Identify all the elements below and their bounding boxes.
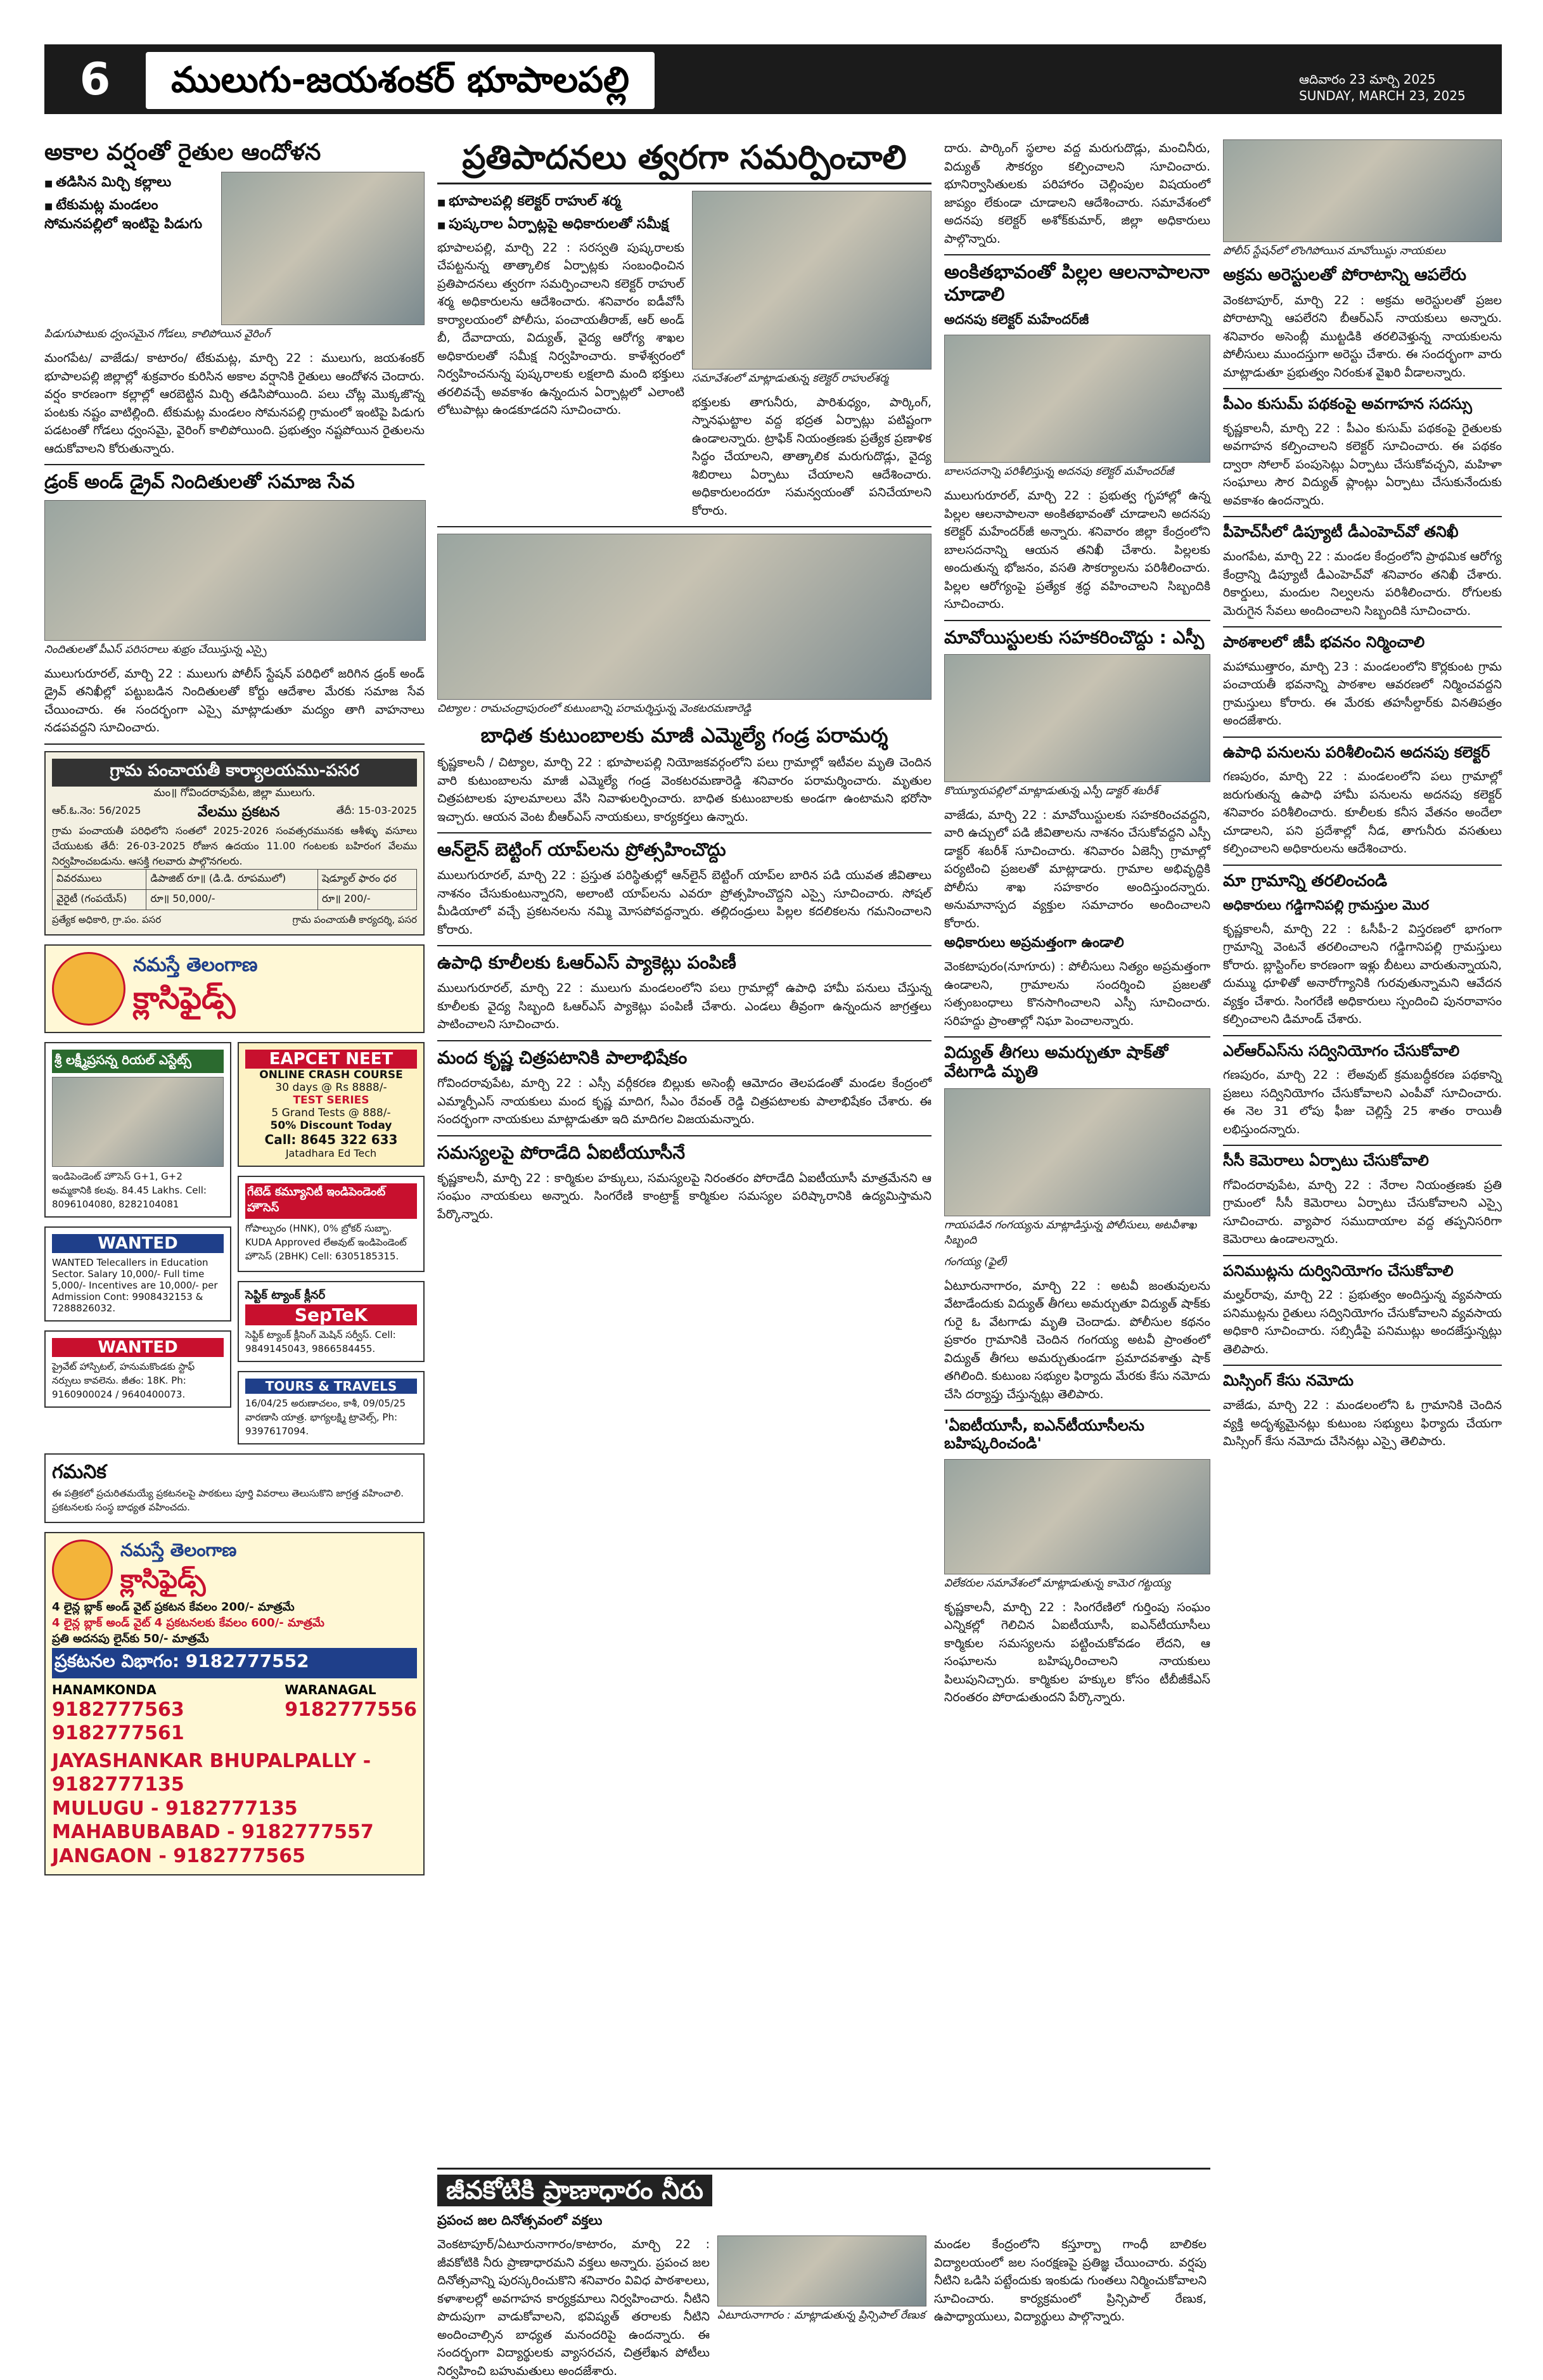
real-estate-ad: శ్రీ లక్ష్మీప్రసన్న రియల్ ఎస్టేట్స్ ఇండిపెండెంట్ హౌసెస్ G+1, G+2 అమ్మకానికి కలవు. 84.45 Lakhs. Cell: 8096104080, 8282104081 — [44, 1042, 231, 1218]
c5-title: 'ఏఐటీయూసీ, ఐఎన్‌టీయూసీలను బహిష్కరించండి' — [944, 1417, 1144, 1453]
logo-icon — [52, 1540, 113, 1600]
a1-caption: పిడుగుపాటుకు ధ్వంసమైన గోడలు, కాలిపోయిన వైరింగ్ — [44, 328, 271, 341]
c4-title: విద్యుత్ తీగలు అమర్చుతూ షాక్‌తో వేటగాడి మృతి — [944, 1043, 1168, 1082]
a2-title: డ్రంక్ అండ్ డ్రైవ్ నిందితులతో సమాజ సేవ — [44, 471, 355, 494]
a1-bullet: ■ టేకుమట్ల మండలం సోమనపల్లిలో ఇంటిపై పిడుగు — [44, 197, 215, 235]
a1-body: మంగపేట/ వాజేడు/ కాటారం/ టేకుమట్ల, మార్చి 22 : ములుగు, జయశంకర్ భూపాలపల్లి జిల్లాల్లో శుక్రవారం కురిసిన అకాల వర్షానికి రైతులు ఆందోళన చెందారు. వర్షం కారణంగా కల్లాల్లో ఆరబెట్టిన మిర్చి తడిసిపోయింది. పలు చోట్ల మొక్కజొన్న పంటకు నష్టం వాటిల్లింది. టేకుమట్ల మండలం సోమనపల్లి గ్రామంలో ఇంటిపై పిడుగు పడటంతో గోడలు ధ్వంసమై, వైరింగ్ కాలిపోయింది. ప్రభుత్వం నష్టపోయిన రైతులను ఆదుకోవాలని కోరుతున్నారు. — [44, 351, 425, 456]
bottom-title: జీవకోటికి ప్రాణాధారం నీరు — [437, 2175, 712, 2206]
a2-photo — [44, 500, 426, 641]
classifieds-rates-ad: నమస్తే తెలంగాణ క్లాసిఫైడ్స్ 4 లైన్ల బ్లాక్ అండ్ వైట్ ప్రకటన కేవలం 200/- మాత్రమే 4 లైన్ల బ్లాక్ అండ్ వైట్ 4 ప్రకటనలకు కేవలం 600/- మాత్రమే ప్రతి అదనపు లైన్‌కు 50/- మాత్రమే ప్రకటనల విభాగం: 9182777552 HANAMKONDA 9182777563 9182777561 WARANAGAL 9182777556 JAYASHANKAR BHUPALPALLY - 9182777135 MULUGU - 9182777135 MAHABUBABAD - 9182777557 JANGAON - 9182777565 — [44, 1532, 425, 1876]
notice-sub: మం॥ గోవిందరావుపేట, జిల్లా ములుగు. — [153, 786, 316, 799]
a1-photo — [221, 172, 425, 325]
left-column — [44, 139, 425, 2320]
r1-photo — [1223, 139, 1502, 242]
c4-photo — [944, 1088, 1210, 1216]
right-column: పోలీస్ స్టేషన్‌లో లొంగిపోయిన మావోయిస్టు నాయకులు అక్రమ అరెస్టులతో పోరాటాన్ని ఆపలేరు వెంకటాపూర్, మార్చి 22 : అక్రమ అరెస్టులతో ప్రజల పోరాటాన్ని ఆపలేరని బీఆర్ఎస్ నాయకులు అన్నారు. శనివారం అసెంబ్లీ ముట్టడికి తరలివెళ్తున్న నాయకులను పోలీసులు ముందస్తుగా అరెస్టు చేశారు. ఈ సందర్భంగా వారు మాట్లాడుతూ ప్రభుత్వం నిరంకుశ వైఖరి వీడాలన్నారు. పీఎం కుసుమ్ పథకంపై అవగాహన సదస్సు కృష్ణకాలనీ, మార్చి 22 : పీఎం కుసుమ్ పథకంపై రైతులకు అవగాహన కల్పించాలని కలెక్టర్ సూచించారు. ఈ పథకం ద్వారా సోలార్ పంపుసెట్లు ఏర్పాటు చేసుకోవచ్చని, మహిళా సంఘాలు సౌర విద్యుత్ ప్లాంట్లు ఏర్పాటు చేసుకునేందుకు అవకాశం ఉందన్నారు. పీహెచ్‌సీలో డిప్యూటీ డీఎంహెచ్‌వో తనిఖీ మంగపేట, మార్చి 22 : మండల కేంద్రంలోని ప్రాథమిక ఆరోగ్య కేంద్రాన్ని డిప్యూటీ డీఎంహెచ్‌వో శనివారం తనిఖీ చేశారు. రికార్డులు, మందుల నిల్వలను పరిశీలించారు. రోగులకు మెరుగైన సేవలు అందించాలని సిబ్బందికి సూచించారు. పాఠశాలలో జీపీ భవనం నిర్మించాలి మహాముత్తారం, మార్చి 23 : మండలంలోని కొర్లకుంట గ్రామ పంచాయతీ భవనాన్ని పాఠశాల ఆవరణలో నిర్మించవద్దని గ్రామస్తులు కోరారు. ఈ మేరకు తహసీల్దార్‌కు వినతిపత్రం అందజేశారు. ఉపాధి పనులను పరిశీలించిన అదనపు కలెక్టర్ గణపురం, మార్చి 22 : మండలంలోని పలు గ్రామాల్లో జరుగుతున్న ఉపాధి హామీ పనులను అదనపు కలెక్టర్ శనివారం పరిశీలించారు. కూలీలకు కనీస వేతనం అందేలా చూడాలని, పని ప్రదేశాల్లో నీడ, తాగునీరు వసతులు కల్పించాలని అధికారులను ఆదేశించారు. మా గ్రామాన్ని తరలించండి అధికారులు గడ్డిగానిపల్లి గ్రామస్తుల మొర కృష్ణకాలనీ, మార్చి 22 : ఓసీపీ-2 విస్తరణలో భాగంగా గ్రామాన్ని వెంటనే తరలించాలని గడ్డిగానిపల్లి గ్రామస్తులు కోరారు. బ్లాస్టింగ్‌ల కారణంగా ఇళ్లు బీటలు వారుతున్నాయని, దుమ్ము ధూళితో అనారోగ్యానికి గురవుతున్నామని ఆవేదన వ్యక్తం చేశారు. సింగరేణి అధికారులు స్పందించి పునరావాసం కల్పించాలని డిమాండ్ చేశారు. ఎల్ఆర్ఎస్‌ను సద్వినియోగం చేసుకోవాలి గణపురం, మార్చి 22 : లేఅవుట్ క్రమబద్ధీకరణ పథకాన్ని ప్రజలు సద్వినియోగం చేసుకోవాలని ఎంపీవో సూచించారు. ఈ నెల 31 లోపు ఫీజు చెల్లిస్తే 25 శాతం రాయితీ లభిస్తుందన్నారు. సీసీ కెమెరాలు ఏర్పాటు చేసుకోవాలి గోవిందరావుపేట, మార్చి 22 : నేరాల నియంత్రణకు ప్రతి గ్రామంలో సీసీ కెమెరాలు ఏర్పాటు చేసుకోవాలని ఎస్సై సూచించారు. వ్యాపార సముదాయాల వద్ద తప్పనిసరిగా కెమెరాలు ఉండాలన్నారు. పనిముట్లను దుర్వినియోగం చేసుకోవాలి మల్హర్‌రావు, మార్చి 22 : ప్రభుత్వం అందిస్తున్న వ్యవసాయ పనిముట్లను రైతులు సద్వినియోగం చేసుకోవాలని వ్యవసాయ అధికారి సూచించారు. సబ్సిడీపై పనిముట్లు అందజేస్తున్నట్లు తెలిపారు. మిస్సింగ్ కేసు నమోదు వాజేడు, మార్చి 22 : మండలంలోని ఓ గ్రామానికి చెందిన వ్యక్తి అదృశ్యమైనట్లు కుటుంబ సభ్యులు ఫిర్యాదు చేయగా మిస్సింగ్ కేసు నమోదు చేసినట్లు ఎస్సై తెలిపారు. — [1223, 139, 1502, 2320]
date-te: ఆదివారం 23 మార్చి 2025 — [1299, 72, 1436, 87]
date-en: SUNDAY, MARCH 23, 2025 — [1299, 88, 1466, 103]
classifieds-title: క్లాసిఫైడ్స్ — [133, 980, 236, 1016]
b3-title: ఉపాధి కూలీలకు ఓఆర్ఎస్ ప్యాకెట్లు పంపిణీ — [437, 952, 736, 974]
a1-bullet: ■ తడిసిన మిర్చి కల్లాలు — [44, 174, 215, 193]
b5-title: సమస్యలపై పోరాడేది ఏఐటీయూసీనే — [437, 1142, 685, 1163]
page-title: ములుగు-జయశంకర్ భూపాలపల్లి — [146, 52, 655, 109]
page-number: 6 — [79, 53, 111, 105]
a1-title: అకాల వర్షంతో రైతుల ఆందోళన — [44, 139, 321, 165]
lead-body: భూపాలపల్లి, మార్చి 22 : సరస్వతి పుష్కరాలకు చేపట్టనున్న తాత్కాలిక ఏర్పాట్లకు సంబంధించిన ప్రతిపాదనలు త్వరగా సమర్పించాలని కలెక్టర్ రాహుల్ శర్మ అధికారులను ఆదేశించారు. శనివారం ఐడీవోసీ కార్యాలయంలో పోలీసు, పంచాయతీరాజ్, ఆర్ అండ్ బీ, దేవాదాయ, విద్యుత్, వైద్య ఆరోగ్య శాఖల అధికారులతో సమీక్ష నిర్వహించారు. కాళేశ్వరంలో నిర్వహించనున్న పుష్కరాలకు లక్షలాది మంది భక్తులు తరలివచ్చే అవకాశం ఉన్నందున ఏర్పాట్లలో ఎలాంటి లోటుపాట్లు ఉండకూడదని సూచించారు. — [437, 240, 684, 418]
notice-body: గ్రామ పంచాయతీ పరిధిలోని సంతలో 2025-2026 సంవత్సరమునకు ఆశీళ్ళు వసూలు చేయుటకు తేదీ: 26-03-2025 రోజున ఉదయం 11.00 గంటలకు బహిరంగ వేలము నిర్వహించబడును. ఆసక్తి గలవారు పాల్గొనగలరు. — [52, 824, 417, 867]
b4-title: మంద కృష్ణ చిత్రపటానికి పాలాభిషేకం — [437, 1046, 688, 1068]
c2-photo — [944, 335, 1210, 463]
a2-body: ములుగురూరల్, మార్చి 22 : ములుగు పోలీస్ స్టేషన్ పరిధిలో జరిగిన డ్రంక్ అండ్ డ్రైవ్ తనిఖీల్లో పట్టుబడిన నిందితులతో కోర్టు ఆదేశాల మేరకు సమాజ సేవ చేయించారు. ఈ సందర్భంగా ఎస్సై మాట్లాడుతూ మద్యం తాగి వాహనాలు నడపవద్దని సూచించారు. — [44, 666, 425, 735]
septank-ad: సెప్టిక్ ట్యాంక్ క్లీనర్ SepTeK సెప్టిక్ ట్యాంక్ క్లీనింగ్ మెషిన్ సర్వీస్. Cell: 9849145043, 9866584455. — [238, 1281, 425, 1362]
bottom-story: జీవకోటికి ప్రాణాధారం నీరు ప్రపంచ జల దినోత్సవంలో వక్తలు వెంకటాపూర్/ఏటూరునాగారం/కాటారం, మార్చి 22 : జీవకోటికి నీరు ప్రాణాధారమని వక్తలు అన్నారు. ప్రపంచ జల దినోత్సవాన్ని పురస్కరించుకొని శనివారం వివిధ పాఠశాలలు, కళాశాలల్లో అవగాహన కార్యక్రమాలు నిర్వహించారు. నీటిని పొదుపుగా వాడుకోవాలని, భవిష్యత్ తరాలకు నీటిని అందించాల్సిన బాధ్యత మనందరిపై ఉందన్నారు. ఈ సందర్భంగా విద్యార్థులకు వ్యాసరచన, చిత్రలేఖన పోటీలు నిర్వహించి బహుమతులు అందజేశారు. ఏటూరునాగారం : మాట్లాడుతున్న ప్రిన్సిపాల్ రేణుక మండల కేంద్రంలోని కస్తూర్బా గాంధీ బాలికల విద్యాలయంలో జల సంరక్షణపై ప్రతిజ్ఞ చేయించారు. వర్షపు నీటిని ఒడిసి పట్టేందుకు ఇంకుడు గుంతలు నిర్మించుకోవాలని సూచించారు. కార్యక్రమంలో ప్రిన్సిపాల్ రేణుక, ఉపాధ్యాయులు, విద్యార్థులు పాల్గొన్నారు. — [437, 2168, 1210, 2327]
center-column: ప్రతిపాదనలు త్వరగా సమర్పించాలి ■ భూపాలపల్లి కలెక్టర్ రాహుల్ శర్మ ■ పుష్కరాల ఏర్పాట్లపై అధికారులతో సమీక్ష భూపాలపల్లి, మార్చి 22 : సరస్వతి పుష్కరాలకు చేపట్టనున్న తాత్కాలిక ఏర్పాట్లకు సంబంధించిన ప్రతిపాదనలు త్వరగా సమర్పించాలని కలెక్టర్ రాహుల్ శర్మ అధికారులను ఆదేశించారు. శనివారం ఐడీవోసీ కార్యాలయంలో పోలీసు, పంచాయతీరాజ్, ఆర్ అండ్ బీ, దేవాదాయ, విద్యుత్, వైద్య ఆరోగ్య శాఖల అధికారులతో సమీక్ష నిర్వహించారు. కాళేశ్వరంలో నిర్వహించనున్న పుష్కరాలకు లక్షలాది మంది భక్తులు తరలివచ్చే అవకాశం ఉన్నందున ఏర్పాట్లలో ఎలాంటి లోటుపాట్లు ఉండకూడదని సూచించారు. సమావేశంలో మాట్లాడుతున్న కలెక్టర్ రాహుల్‌శర్మ భక్తులకు తాగునీరు, పారిశుధ్యం, పార్కింగ్, స్నానఘట్టాల వద్ద భద్రత ఏర్పాట్లు పటిష్టంగా ఉండాలన్నారు. ట్రాఫిక్ నియంత్రణకు ప్రత్యేక ప్రణాళిక సిద్ధం చేయాలని, తాత్కాలిక మరుగుదొడ్లు, వైద్య శిబిరాలు ఏర్పాటు చేయాలని ఆదేశించారు. అధికారులందరూ సమన్వయంతో పనిచేయాలని కోరారు. చిట్యాల : రామచంద్రాపురంలో కుటుంబాన్ని పరామర్శిస్తున్న వెంకటరమణారెడ్డి బాధిత కుటుంబాలకు మాజీ ఎమ్మెల్యే గండ్ర పరామర్శ కృష్ణకాలనీ / చిట్యాల, మార్చి 22 : భూపాలపల్లి నియోజకవర్గంలోని పలు గ్రామాల్లో ఇటీవల మృతి చెందిన వారి కుటుంబాలను మాజీ ఎమ్మెల్యే గండ్ర వెంకటరమణారెడ్డి శనివారం పరామర్శించారు. మృతుల చిత్రపటాలకు పూలమాలలు వేసి నివాళులర్పించారు. బాధిత కుటుంబాలకు అండగా ఉంటామని భరోసా ఇచ్చారు. ఆయన వెంట బీఆర్ఎస్ నాయకులు, కార్యకర్తలు ఉన్నారు. ఆన్‌లైన్ బెట్టింగ్ యాప్‌లను ప్రోత్సహించొద్దు ములుగురూరల్, మార్చి 22 : ప్రస్తుత పరిస్థితుల్లో ఆన్‌లైన్ బెట్టింగ్ యాప్‌ల బారిన పడి యువత జీవితాలు నాశనం చేసుకుంటున్నారని, అలాంటి యాప్‌లను ఎవరూ ప్రోత్సహించొద్దని ఎస్సై సూచించారు. సోషల్ మీడియాలో వచ్చే ప్రకటనలను నమ్మి మోసపోవద్దన్నారు. తల్లిదండ్రులు పిల్లల కదలికలను గమనించాలని కోరారు. ఉపాధి కూలీలకు ఓఆర్ఎస్ ప్యాకెట్లు పంపిణీ ములుగురూరల్, మార్చి 22 : ములుగు మండలంలోని పలు గ్రామాల్లో ఉపాధి హామీ పనులు చేస్తున్న కూలీలకు వైద్య సిబ్బంది ఓఆర్ఎస్ ప్యాకెట్లు పంపిణీ చేశారు. ఎండలు తీవ్రంగా ఉన్నందున జాగ్రత్తలు పాటించాలని సూచించారు. మంద కృష్ణ చిత్రపటానికి పాలాభిషేకం గోవిందరావుపేట, మార్చి 22 : ఎస్సీ వర్గీకరణ బిల్లుకు అసెంబ్లీ ఆమోదం తెలపడంతో మండల కేంద్రంలో ఎమ్మార్పీఎస్ నాయకులు మంద కృష్ణ మాదిగ, సీఎం రేవంత్ రెడ్డి చిత్రపటాలకు పాలాభిషేకం చేశారు. ఈ సందర్భంగా నాయకులు మాట్లాడుతూ ఇది మాదిగల విజయమన్నారు. సమస్యలపై పోరాడేది ఏఐటీయూసీనే కృష్ణకాలనీ, మార్చి 22 : కార్మికుల హక్కులు, సమస్యలపై నిరంతరం పోరాడేది ఏఐటీయూసీ మాత్రమేనని ఆ సంఘం నాయకులు అన్నారు. సింగరేణి కాంట్రాక్ట్ కార్మికుల సమస్యల పరిష్కారానికి ఉద్యమిస్తామని పేర్కొన్నారు. — [437, 139, 932, 2155]
eapcet-ad: EAPCET NEET ONLINE CRASH COURSE 30 days @ Rs 8888/- TEST SERIES 5 Grand Tests @ 888/- 50% Discount Today Call: 8645 322 633 Jatadhara Ed Tech — [238, 1042, 425, 1167]
lead-photo — [692, 191, 932, 370]
c2-title: అంకితభావంతో పిల్లల ఆలనాపాలనా చూడాలి — [944, 261, 1210, 306]
lead-caption: సమావేశంలో మాట్లాడుతున్న కలెక్టర్ రాహుల్‌శర్మ — [692, 371, 889, 385]
classifieds-brand: నమస్తే తెలంగాణ — [133, 953, 258, 976]
c5-photo — [944, 1459, 1210, 1574]
c3-title: మావోయిస్టులకు సహకరించొద్దు : ఎస్పీ — [944, 626, 1205, 648]
logo-icon — [52, 952, 125, 1026]
center-right-column: దారు. పార్కింగ్ స్థలాల వద్ద మరుగుదొడ్లు, మంచినీరు, విద్యుత్ సౌకర్యం కల్పించాలని సూచించారు. భూనిర్వాసితులకు పరిహారం చెల్లింపుల విషయంలో జాప్యం లేకుండా చూడాలని ఆదేశించారు. సమావేశంలో అదనపు కలెక్టర్ అశోక్‌కుమార్, జిల్లా అధికారులు పాల్గొన్నారు. అంకితభావంతో పిల్లల ఆలనాపాలనా చూడాలి అదనపు కలెక్టర్ మహేందర్‌జీ బాలసదనాన్ని పరిశీలిస్తున్న అదనపు కలెక్టర్ మహేందర్‌జీ ములుగురూరల్, మార్చి 22 : ప్రభుత్వ గృహాల్లో ఉన్న పిల్లల ఆలనాపాలనా అంకితభావంతో చూడాలని అదనపు కలెక్టర్ మహేందర్‌జీ అన్నారు. శనివారం జిల్లా కేంద్రంలోని బాలసదనాన్ని ఆయన తనిఖీ చేశారు. పిల్లలకు అందుతున్న భోజనం, వసతి సౌకర్యాలను పరిశీలించారు. పిల్లల ఆరోగ్యంపై ప్రత్యేక శ్రద్ధ వహించాలని సిబ్బందికి సూచించారు. మావోయిస్టులకు సహకరించొద్దు : ఎస్పీ కొయ్యూరుపల్లిలో మాట్లాడుతున్న ఎస్పీ డాక్టర్ శబరీశ్ వాజేడు, మార్చి 22 : మావోయిస్టులకు సహకరించవద్దని, వారి ఉచ్చులో పడి జీవితాలను నాశనం చేసుకోవద్దని ఎస్పీ డాక్టర్ శబరీశ్ సూచించారు. శనివారం ఏజెన్సీ గ్రామాల్లో పర్యటించి ప్రజలతో మాట్లాడారు. గ్రామాల అభివృద్ధికి పోలీసు శాఖ సహకారం అందిస్తుందన్నారు. అనుమానాస్పద వ్యక్తుల సమాచారం అందించాలని కోరారు. అధికారులు అప్రమత్తంగా ఉండాలి వెంకటాపురం(నూగూరు) : పోలీసులు నిత్యం అప్రమత్తంగా ఉండాలని, గ్రామాలను సందర్శించి ప్రజలతో సత్సంబంధాలు కొనసాగించాలని ఎస్పీ సూచించారు. సరిహద్దు ప్రాంతాల్లో నిఘా పెంచాలన్నారు. విద్యుత్ తీగలు అమర్చుతూ షాక్‌తో వేటగాడి మృతి గాయపడిన గంగయ్యను మాట్లాడిస్తున్న పోలీసులు, అటవీశాఖ సిబ్బంది గంగయ్య (ఫైల్) ఏటూరునాగారం, మార్చి 22 : అటవీ జంతువులను వేటాడేందుకు విద్యుత్ తీగలు అమర్చుతూ విద్యుత్ షాక్‌కు గురై ఓ వేటగాడు మృతి చెందాడు. పోలీసుల కథనం ప్రకారం గ్రామానికి చెందిన గంగయ్య అటవీ ప్రాంతంలో విద్యుత్ తీగలు అమర్చుతుండగా ప్రమాదవశాత్తు షాక్ తగిలింది. కుటుంబ సభ్యుల ఫిర్యాదు మేరకు కేసు నమోదు చేసి దర్యాప్తు చేస్తున్నట్లు తెలిపారు. 'ఏఐటీయూసీ, ఐఎన్‌టీయూసీలను బహిష్కరించండి' విలేకరుల సమావేశంలో మాట్లాడుతున్న కామెర గట్టయ్య కృష్ణకాలనీ, మార్చి 22 : సింగరేణిలో గుర్తింపు సంఘం ఎన్నికల్లో గెలిచిన ఏఐటీయూసీ, ఐఎన్‌టీయూసీలు కార్మికుల సమస్యలను పట్టించుకోవడం లేదని, ఆ సంఘాలను బహిష్కరించాలని నాయకులు పిలుపునిచ్చారు. కార్మికుల హక్కుల కోసం టీబీజీకేఎస్ నిరంతరం పోరాడుతుందని పేర్కొన్నారు. — [944, 141, 1210, 1705]
notice-sign: ప్రత్యేక అధికారి, గ్రా.పం. పసర — [52, 913, 162, 925]
notice-head: వేలము ప్రకటన — [197, 804, 280, 820]
notice-sign: గ్రామ పంచాయతీ కార్యదర్శి, పసర — [292, 913, 417, 925]
house-photo — [52, 1077, 224, 1167]
notice-date: తేదీ: 15-03-2025 — [336, 804, 417, 816]
page-date — [1299, 71, 1466, 104]
b1-title: బాధిత కుటుంబాలకు మాజీ ఎమ్మెల్యే గండ్ర పరామర్శ — [480, 723, 888, 748]
notice-table: వివరములు డిపాజిట్ రూ॥ (డి.డి. రూపములో) షెడ్యూల్ ఫారం ధర వైరైటీ (గంపయేస్) రూ॥ 50,000/- రూ॥ 200/- — [52, 869, 417, 910]
wanted-ad-2: WANTED ప్రైవేట్ హాస్పిటల్, హనుమకొండకు స్టాఫ్ నర్సులు కావలెను. జీతం: 18K. Ph: 9160900024 / 9640400073. — [44, 1330, 231, 1408]
b2-title: ఆన్‌లైన్ బెట్టింగ్ యాప్‌లను ప్రోత్సహించొద్దు — [437, 839, 726, 861]
b1-photo — [437, 534, 932, 700]
c3-photo — [944, 654, 1210, 782]
notice-ad — [44, 751, 425, 936]
wanted-ad: WANTED WANTED Telecallers in Education Sector. Salary 10,000/- Full time 5,000/- Incentives are 10,000/- per Admission Cont: 9908432153 & 7288826032. — [44, 1226, 231, 1322]
bottom-photo — [717, 2235, 926, 2306]
a2-caption: నిందితులతో పీఎస్ పరిసరాలు శుభ్రం చేయిస్తున్న ఎస్సై — [44, 643, 267, 656]
house-ad: గేటెడ్ కమ్యూనిటీ ఇండిపెండెంట్ హౌసెస్ గోపాల్పురం (HNK), 0% బ్రోకర్ సుబ్బా. KUDA Approved లేఅవుట్ ఇండిపెండెంట్ హౌసెస్ (2BHK) Cell: 6305185315. — [238, 1176, 425, 1272]
notice-no: ఆర్.ఓ.నెం: 56/2025 — [52, 804, 141, 816]
tours-ad: TOURS & TRAVELS 16/04/25 అరుణాచలం, కాశీ, 09/05/25 వారణాసి యాత్ర. భాగ్యలక్ష్మి ట్రావెల్స్, Ph: 9397617094. — [238, 1371, 425, 1444]
classifieds-banner — [44, 944, 425, 1033]
notice-title: గ్రామ పంచాయతీ కార్యాలయము-పసర — [52, 759, 417, 787]
b1-caption: చిట్యాల : రామచంద్రాపురంలో కుటుంబాన్ని పరామర్శిస్తున్న వెంకటరమణారెడ్డి — [437, 702, 752, 716]
lead-title: ప్రతిపాదనలు త్వరగా సమర్పించాలి — [437, 139, 932, 184]
note-box: గమనిక ఈ పత్రికలో ప్రచురితమయ్యే ప్రకటనలపై పాఠకులు పూర్తి వివరాలు తెలుసుకొని జాగ్రత్త వహించాలి. ప్రకటనలకు సంస్థ బాధ్యత వహించదు. — [44, 1453, 425, 1523]
